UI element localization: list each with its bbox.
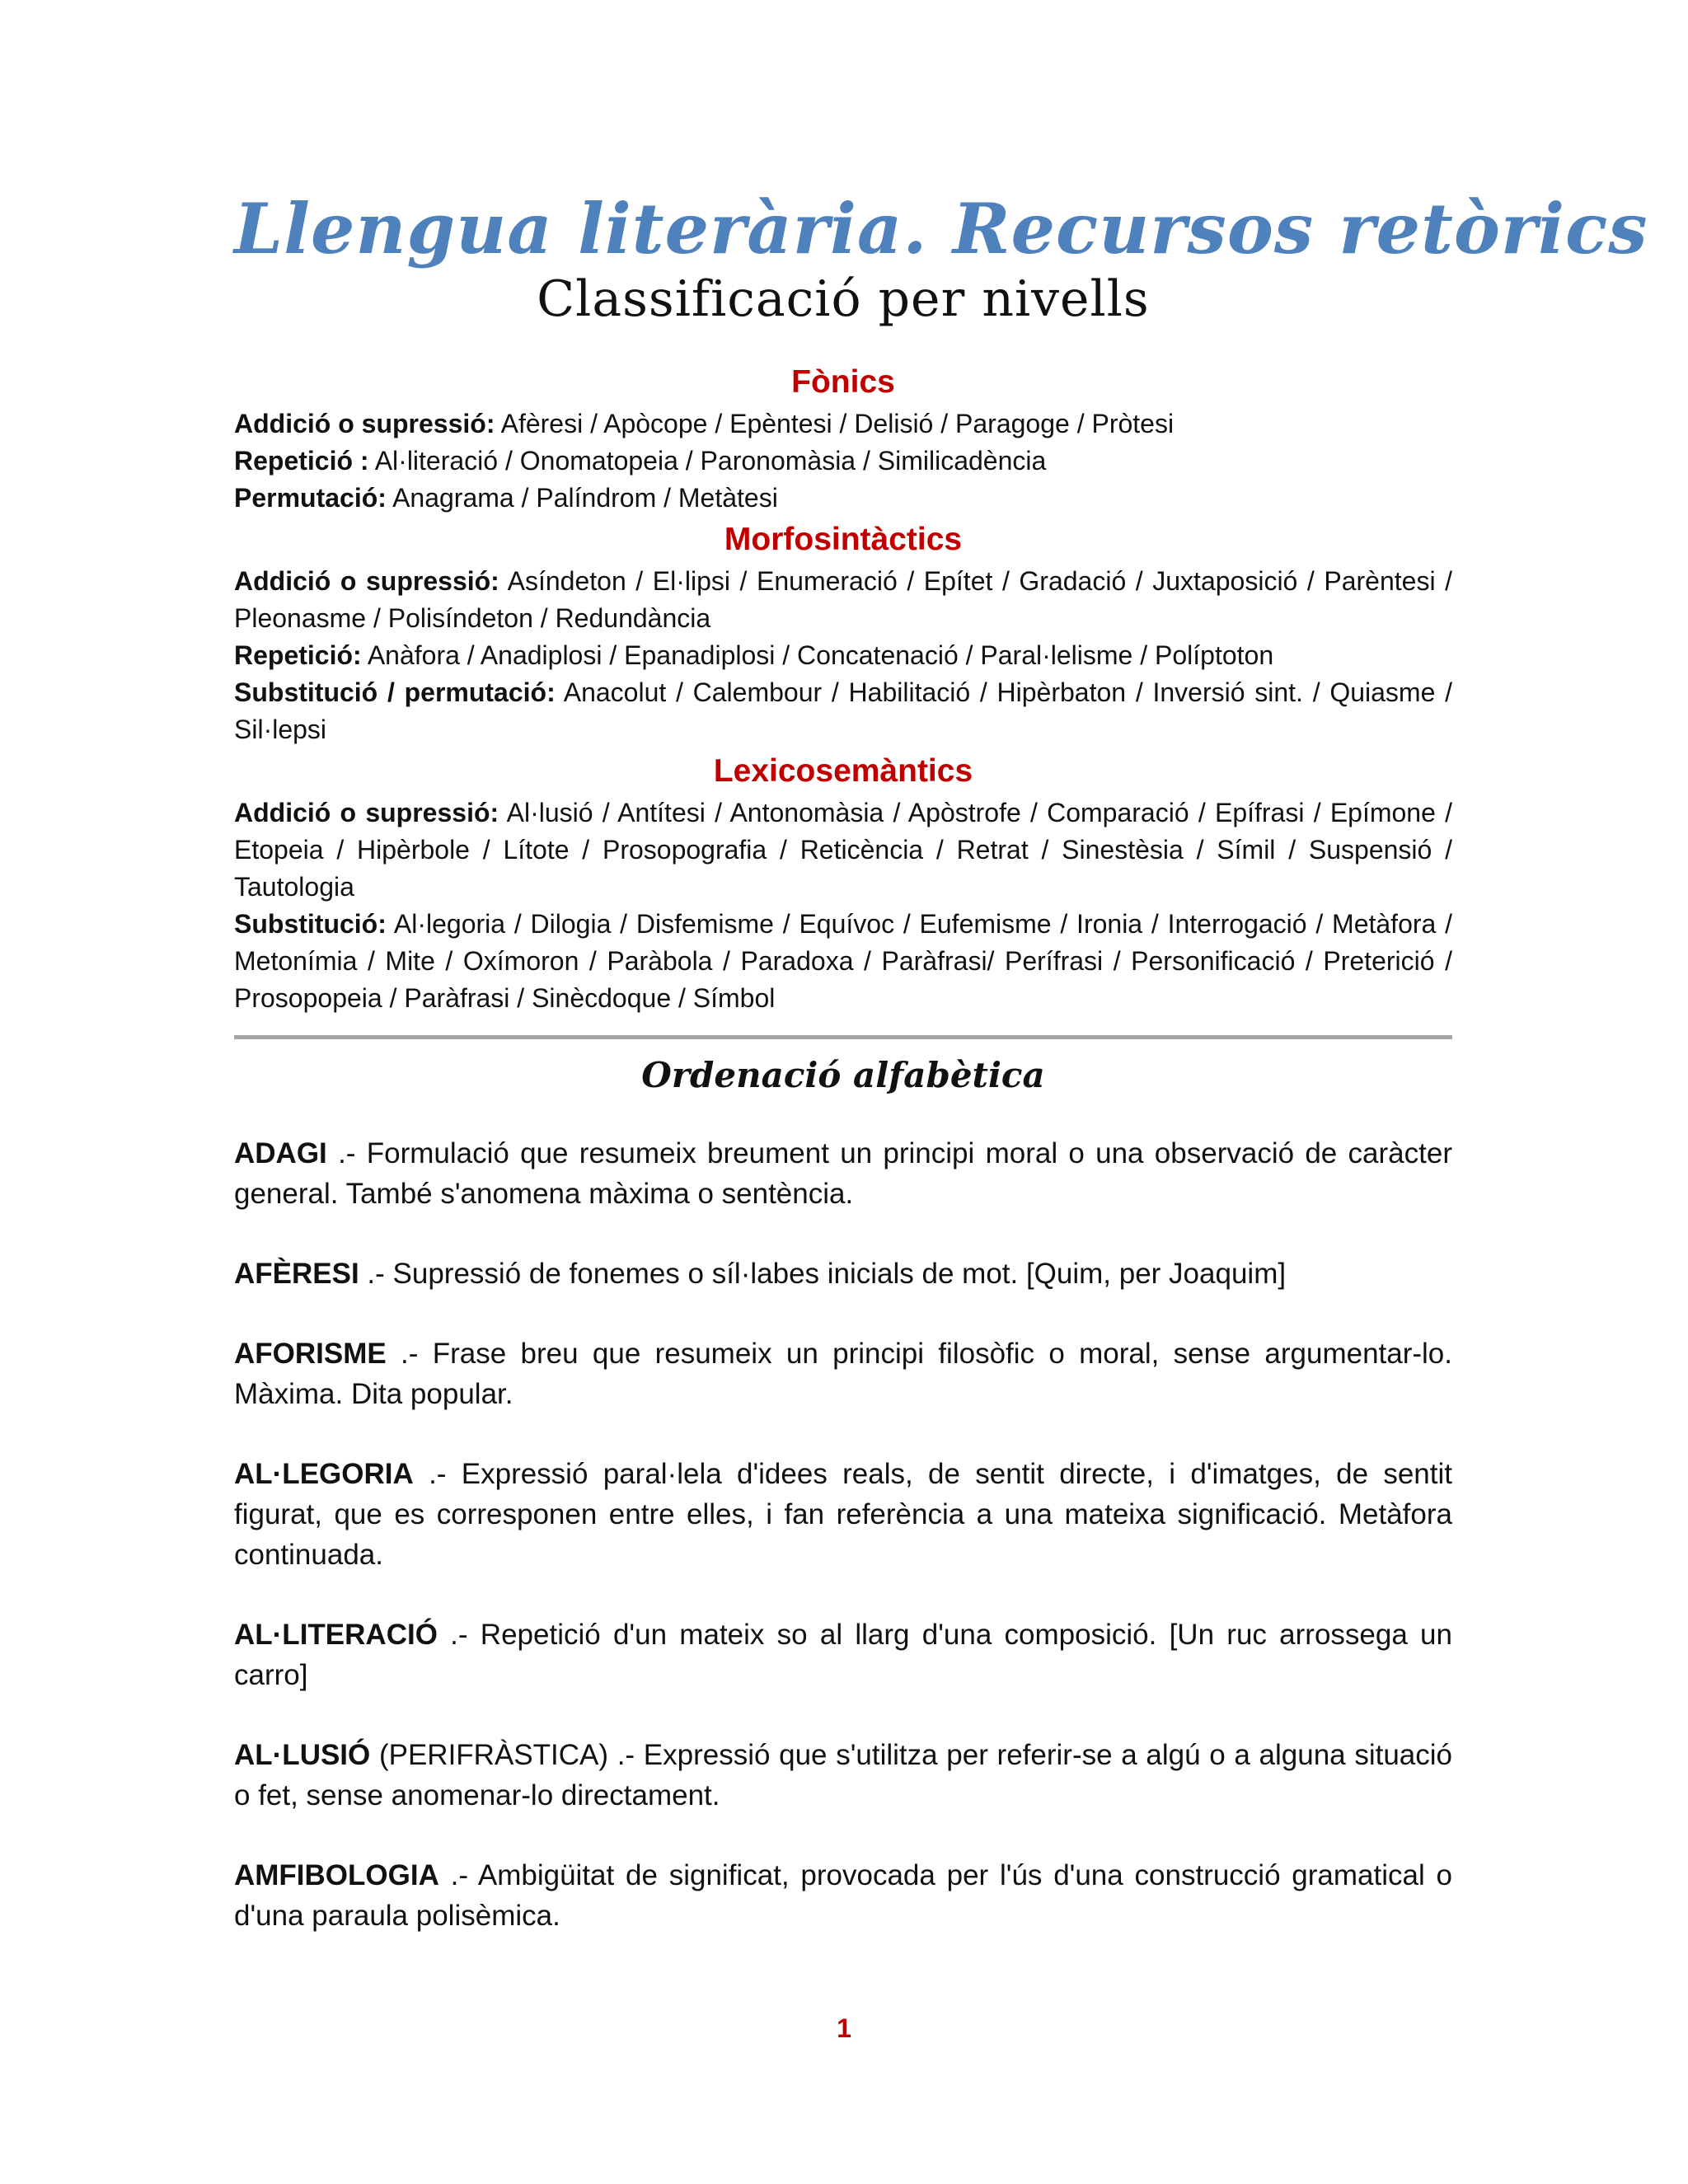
entry-definition: .- Supressió de fonemes o síl·labes inicials de mot. [Quim, per Joaquim]	[359, 1257, 1287, 1290]
category-lexicosemantics	[234, 748, 1452, 1017]
category-line	[234, 443, 1452, 480]
entry-term: ADAGI	[234, 1137, 327, 1169]
document-page	[234, 188, 1648, 1975]
entry-definition: .- Expressió que s'utilitza per referir-se a algú o a alguna situació o fet, sense anomenar-lo directament.	[234, 1738, 1452, 1811]
entry-definition: .- Ambigüitat de significat, provocada per l'ús d'una construcció gramatical o d'una paraula polisèmica.	[234, 1858, 1452, 1932]
page-subtitle: Classificació per nivells	[537, 269, 1150, 328]
category-line	[234, 563, 1452, 637]
line-label: Substitució:	[234, 908, 387, 939]
category-morfosintactics	[234, 517, 1452, 748]
entry-definition: .- Formulació que resumeix breument un principi moral o una observació de caràcter general. També s'anomena màxima o sentència.	[234, 1137, 1452, 1210]
entry-term: AFORISME	[234, 1337, 387, 1370]
line-label: Addició o supressió:	[234, 408, 495, 438]
category-line	[234, 637, 1452, 674]
line-items: Anàfora / Anadiplosi / Epanadiplosi / Concatenació / Paral·lelisme / Políptoton	[361, 640, 1274, 670]
glossary-entry	[234, 1254, 1452, 1294]
category-title: Lexicosemàntics	[713, 752, 973, 789]
category-line	[234, 794, 1452, 906]
line-label: Permutació:	[234, 482, 387, 513]
entry-term: AL·LITERACIÓ	[234, 1618, 438, 1651]
page-number: 1	[837, 2013, 851, 2043]
line-items: Anagrama / Palíndrom / Metàtesi	[386, 482, 778, 513]
entry-term: AFÈRESI	[234, 1257, 359, 1290]
glossary-entry	[234, 1735, 1452, 1816]
line-items: Al·literació / Onomatopeia / Paronomàsia / Similicadència	[368, 445, 1047, 476]
category-title: Fònics	[791, 363, 895, 400]
glossary-entry	[234, 1333, 1452, 1414]
line-items: Asíndeton / El·lipsi / Enumeració / Epítet / Gradació / Juxtaposició / Parèntesi / Pleonasme / Polisíndeton / Redundància	[234, 565, 1452, 633]
line-items: Al·legoria / Dilogia / Disfemisme / Equívoc / Eufemisme / Ironia / Interrogació / Metàfora / Metonímia / Mite / Oxímoron / Paràbola / Paradoxa / Paràfrasi/ Perífrasi / Personificació / Preterició / Prosopopeia / Paràfrasi / Sinècdoque / Símbol	[234, 908, 1452, 1013]
page-title: Llengua literària. Recursos retòrics	[234, 188, 1648, 269]
entry-term: AL·LEGORIA	[234, 1457, 414, 1490]
line-label: Addició o supressió:	[234, 797, 499, 827]
line-label: Repetició:	[234, 640, 362, 670]
line-items: Anacolut / Calembour / Habilitació / Hipèrbaton / Inversió sint. / Quiasme / Sil·lepsi	[234, 677, 1453, 744]
glossary-entry	[234, 1615, 1452, 1695]
alphabetical-title: Ordenació alfabètica	[641, 1054, 1045, 1095]
category-line	[234, 480, 1452, 517]
line-label: Substitució / permutació:	[234, 677, 556, 707]
line-items: Afèresi / Apòcope / Epèntesi / Delisió / Paragoge / Pròtesi	[495, 408, 1175, 438]
line-items: Al·lusió / Antítesi / Antonomàsia / Apòstrofe / Comparació / Epífrasi / Epímone / Etopeia / Hipèrbole / Lítote / Prosopografia / Reticència / Retrat / Sinestèsia / Símil / Suspensió / Tautologia	[234, 797, 1453, 902]
category-line	[234, 405, 1452, 443]
category-title: Morfosintàctics	[724, 521, 963, 557]
entry-definition: .- Repetició d'un mateix so al llarg d'una composició. [Un ruc arrossega un carro]	[234, 1618, 1452, 1691]
entry-definition: .- Frase breu que resumeix un principi filosòfic o moral, sense argumentar-lo. Màxima. Dita popular.	[234, 1337, 1452, 1410]
category-fonics	[234, 359, 1452, 517]
category-line	[234, 674, 1452, 748]
category-line	[234, 906, 1452, 1017]
section-divider	[234, 1035, 1452, 1039]
entry-term: AMFIBOLOGIA	[234, 1858, 439, 1891]
entry-term: AL·LUSIÓ	[234, 1738, 371, 1771]
line-label: Addició o supressió:	[234, 565, 499, 596]
glossary	[234, 1133, 1452, 1936]
line-label: Repetició :	[234, 445, 369, 476]
glossary-entry	[234, 1133, 1452, 1214]
entry-definition: .- Expressió paral·lela d'idees reals, de sentit directe, i d'imatges, de sentit figurat, que es corresponen entre elles, i fan referència a una mateixa significació. Metàfora continuada.	[234, 1457, 1452, 1571]
glossary-entry	[234, 1454, 1452, 1575]
glossary-entry	[234, 1855, 1452, 1936]
entry-extra: (PERIFRÀSTICA)	[370, 1738, 609, 1771]
